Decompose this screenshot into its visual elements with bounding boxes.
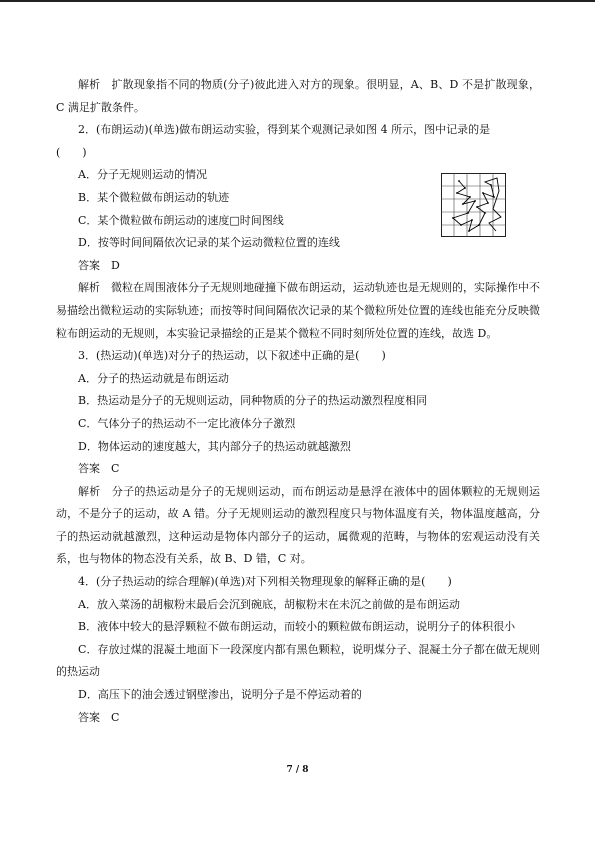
question-3-stem: 3．(热运动)(单选)对分子的热运动，以下叙述中正确的是( ) [78,349,386,363]
q2-answer: 答案 D [78,258,120,272]
q3-answer: 答案 C [78,462,120,476]
question-4-stem: 4．(分子热运动的综合理解)(单选)对下列相关物理现象的解释正确的是( ) [78,575,452,589]
q2-option-b: B．某个微粒做布朗运动的轨迹 [78,190,230,204]
q4-answer: 答案 C [78,710,120,724]
q4-option-b: B．液体中较大的悬浮颗粒不做布朗运动，而较小的颗粒做布朗运动，说明分子的体积很小 [78,620,516,634]
q3-option-a: A．分子的热运动就是布朗运动 [78,371,229,385]
q4-option-a: A．放入菜汤的胡椒粉末最后会沉到碗底，胡椒粉末在未沉之前做的是布朗运动 [78,597,460,611]
question-2-bracket: ( ) [56,145,87,159]
q3-option-b: B．热运动是分子的无规则运动，同种物质的分子的热运动激烈程度相同 [78,394,428,408]
q2-option-d: D．按等时间间隔依次记录的某个运动微粒位置的连线 [78,236,340,250]
brownian-motion-figure [441,173,506,237]
q2-option-c: C．某个微粒做布朗运动的速度□时间图线 [78,213,284,227]
q2-analysis: 解析 微粒在周围液体分子无规则地碰撞下做布朗运动，运动轨迹也是无规则的，实际操作中不易描绘出微粒运动的实际轨迹；而按等时间间隔依次记录的某个微粒所处位置的连线也能充分反映微粒布朗运动的无规则，本实验记录描绘的正是某个微粒不同时刻所处位置的连线，故选 D。 [56,281,540,340]
q2-option-a: A．分子无规则运动的情况 [78,168,207,182]
page-number: 7 / 8 [286,765,309,775]
analysis-paragraph-q1: 解析 扩散现象指不同的物质(分子)彼此进入对方的现象。很明显，A、B、D 不是扩散现象，C 满足扩散条件。 [56,78,540,114]
header-rule [0,0,595,2]
q3-option-d: D．物体运动的速度越大，其内部分子的热运动就越激烈 [78,439,351,453]
q4-option-c: C．存放过煤的混凝土地面下一段深度内都有黑色颗粒，说明煤分子、混凝土分子都在做无规则的热运动 [56,642,540,679]
q3-analysis: 解析 分子的热运动是分子的无规则运动，而布朗运动是悬浮在液体中的固体颗粒的无规则运动，不是分子的运动，故 A 错。分子无规则运动的激烈程度只与物体温度有关，物体温度越高，分子的热运动就越激烈，这种运动是物体内部分子的运动，属微观的范畴，与物体的宏观运动没有关系，也与物体的物态没有关系，故 B、D 错，C 对。 [56,484,540,566]
q3-option-c: C．气体分子的热运动不一定比液体分子激烈 [78,416,296,430]
q4-option-d: D．高压下的油会透过钢壁渗出，说明分子是不停运动着的 [78,688,362,702]
question-2-stem: 2．(布朗运动)(单选)做布朗运动实验，得到某个观测记录如图 4 所示，图中记录的是 [78,123,491,137]
